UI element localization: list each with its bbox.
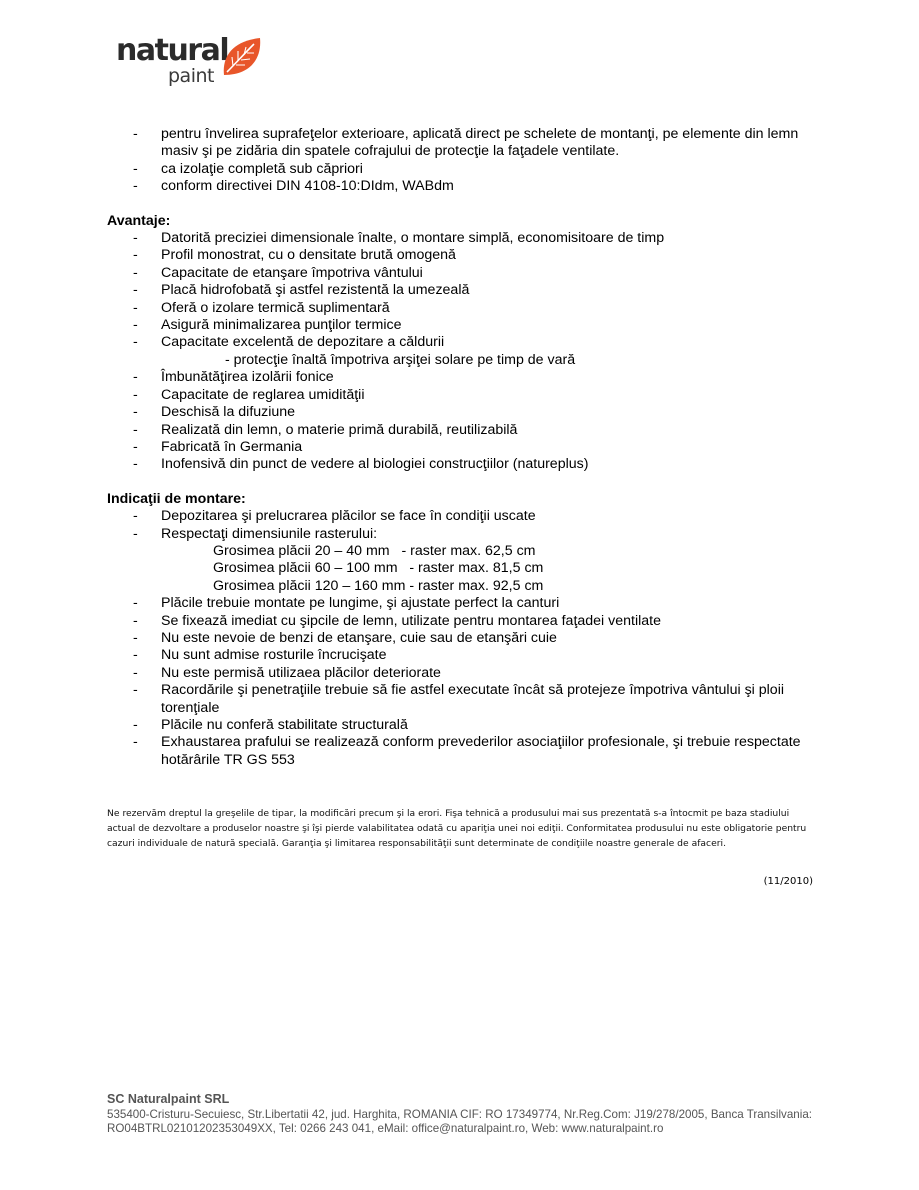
bullet-dash: -: [133, 404, 138, 421]
montare-item: [107, 613, 807, 630]
avantaje-item: [107, 387, 807, 404]
bullet-dash: -: [133, 438, 138, 455]
raster-row: Grosimea plăcii 60 – 100 mm - raster max. 81,5 cm: [213, 560, 544, 577]
avantaje-item: [107, 247, 807, 264]
bullet-dash: -: [133, 612, 138, 629]
list-item-text: Se fixează imediat cu şipcile de lemn, utilizate pentru montarea faţadei ventilate: [161, 612, 661, 629]
revision-date: (11/2010): [763, 876, 813, 887]
avantaje-heading: Avantaje:: [107, 212, 171, 229]
list-item-text: Plăcile trebuie montate pe lungime, şi ajustate perfect la canturi: [161, 595, 560, 612]
montare-item: [107, 647, 807, 664]
list-item-text: Realizată din lemn, o materie primă durabilă, reutilizabilă: [161, 421, 518, 438]
avantaje-list: [107, 230, 807, 352]
list-item-text: Capacitate excelentă de depozitare a căldurii: [161, 334, 445, 351]
bullet-dash: -: [133, 664, 138, 681]
avantaje-item: [107, 369, 807, 386]
disclaimer-text: Ne rezervăm dreptul la greşelile de tipar, la modificări precum şi la erori. Fişa tehnică a produsului mai sus prezentată s-a întocmit pe baza stadiului actual de dezvoltare a produselor noastre şi îşi pierde valabilitatea odată cu apariţia unei noi ediţii. Conformitatea produsului nu este obligatorie pentru cazuri individuale de natură specială. Garanţia şi limitarea responsabilităţii sunt determinate de condiţiile noastre generale de afaceri.: [107, 808, 807, 849]
list-item-text: Asigură minimalizarea punţilor termice: [161, 317, 402, 334]
list-item-text: Capacitate de reglarea umidităţii: [161, 386, 365, 403]
footer-company-name: SC Naturalpaint SRL: [107, 1092, 230, 1106]
bullet-dash: -: [133, 386, 138, 403]
list-item-text: Plăcile nu conferă stabilitate structurală: [161, 717, 408, 733]
list-item-text: Nu este nevoie de benzi de etanşare, cuie sau de etanşări cuie: [161, 629, 557, 646]
list-item-text: Placă hidrofobată şi astfel rezistentă la umezeală: [161, 282, 470, 299]
avantaje-item: [107, 300, 807, 317]
company-logo: [116, 34, 266, 92]
bullet-dash: -: [133, 160, 138, 177]
bullet-dash: -: [133, 264, 138, 281]
avantaje-list-continued: [107, 369, 807, 473]
montare-item: [107, 595, 807, 612]
list-item-text: Exhaustarea prafului se realizează conform prevederilor asociaţiilor profesionale, şi trebuie respectate hotărârile TR GS 553: [161, 734, 801, 768]
bullet-dash: -: [133, 595, 138, 612]
intro-item: [107, 178, 807, 195]
avantaje-item: [107, 439, 807, 456]
bullet-dash: -: [133, 717, 138, 733]
list-item-text: Fabricată în Germania: [161, 438, 303, 455]
list-item-text: pentru învelirea suprafeţelor exterioare, aplicată direct pe schelete de montanţi, pe elemente din lemn masiv şi pe zidăria din spatele cofrajului de protecţie la faţadele ventilate.: [161, 126, 799, 160]
raster-row: Grosimea plăcii 120 – 160 mm - raster max. 92,5 cm: [213, 577, 544, 594]
list-item-text: conform directivei DIN 4108-10:DIdm, WABdm: [161, 178, 454, 195]
avantaje-sub-note: - protecţie înaltă împotriva arşiţei solare pe timp de vară: [225, 351, 576, 368]
list-item-text: Îmbunătăţirea izolării fonice: [161, 369, 334, 386]
avantaje-item: [107, 230, 807, 247]
avantaje-item: [107, 422, 807, 439]
montare-item: [107, 630, 807, 647]
avantaje-item: [107, 456, 807, 473]
montare-list: [107, 508, 807, 543]
bullet-dash: -: [133, 629, 138, 646]
footer-address: 535400-Cristuru-Secuiesc, Str.Libertatii 42, jud. Harghita, ROMANIA CIF: RO 17349774, Nr.Reg.Com: J19/278/2005, Banca Transilvania: RO04BTRL02101202353049XX, Tel: 0266 243 041, eMail: office@naturalpaint.ro, Web: www.naturalpaint.ro: [107, 1108, 812, 1135]
list-item-text: Datorită preciziei dimensionale înalte, o montare simplă, economisitoare de timp: [161, 230, 665, 247]
bullet-dash: -: [133, 682, 138, 699]
intro-list: [107, 126, 807, 196]
logo-subtitle: paint: [168, 65, 214, 87]
bullet-dash: -: [133, 734, 138, 751]
list-item-text: Deschisă la difuziune: [161, 404, 296, 421]
bullet-dash: -: [133, 247, 138, 264]
document-body: [107, 126, 807, 769]
bullet-dash: -: [133, 230, 138, 247]
bullet-dash: -: [133, 456, 138, 473]
page-footer: [107, 1092, 812, 1136]
bullet-dash: -: [133, 525, 138, 542]
bullet-dash: -: [133, 178, 138, 195]
logo-wordmark: natural: [116, 33, 229, 68]
montare-item: [107, 526, 807, 543]
list-item-text: Nu sunt admise rosturile încrucişate: [161, 647, 387, 664]
bullet-dash: -: [133, 334, 138, 351]
list-item-text: Oferă o izolare termică suplimentară: [161, 299, 390, 316]
list-item-text: ca izolaţie completă sub căpriori: [161, 160, 363, 177]
bullet-dash: -: [133, 647, 138, 664]
list-item-text: Profil monostrat, cu o densitate brută omogenă: [161, 247, 456, 264]
list-item-text: Depozitarea şi prelucrarea plăcilor se face în condiţii uscate: [161, 508, 536, 525]
bullet-dash: -: [133, 126, 138, 142]
montare-item: [107, 717, 807, 734]
raster-row: Grosimea plăcii 20 – 40 mm - raster max. 62,5 cm: [213, 542, 536, 559]
bullet-dash: -: [133, 369, 138, 386]
montare-list-continued: [107, 595, 807, 769]
list-item-text: Nu este permisă utilizaea plăcilor deteriorate: [161, 664, 441, 681]
intro-item: [107, 161, 807, 178]
avantaje-item: [107, 404, 807, 421]
avantaje-item: [107, 282, 807, 299]
avantaje-item: [107, 265, 807, 282]
bullet-dash: -: [133, 317, 138, 334]
leaf-icon: [220, 35, 264, 79]
bullet-dash: -: [133, 508, 138, 525]
montare-heading: Indicaţii de montare:: [107, 490, 246, 507]
montare-item: [107, 508, 807, 525]
avantaje-item: [107, 334, 807, 351]
avantaje-item: [107, 317, 807, 334]
montare-item: [107, 734, 807, 769]
bullet-dash: -: [133, 299, 138, 316]
montare-item: [107, 682, 807, 717]
intro-item: [107, 126, 807, 161]
list-item-text: Inofensivă din punct de vedere al biologiei construcţiilor (natureplus): [161, 456, 589, 473]
list-item-text: Racordările şi penetraţiile trebuie să fie astfel executate încât să protejeze împotriva vântului şi ploii torenţiale: [161, 682, 784, 716]
montare-item: [107, 665, 807, 682]
raster-table: [107, 543, 807, 595]
list-item-text: Capacitate de etanşare împotriva vântului: [161, 264, 423, 281]
bullet-dash: -: [133, 421, 138, 438]
bullet-dash: -: [133, 282, 138, 299]
list-item-text: Respectaţi dimensiunile rasterului:: [161, 525, 378, 542]
